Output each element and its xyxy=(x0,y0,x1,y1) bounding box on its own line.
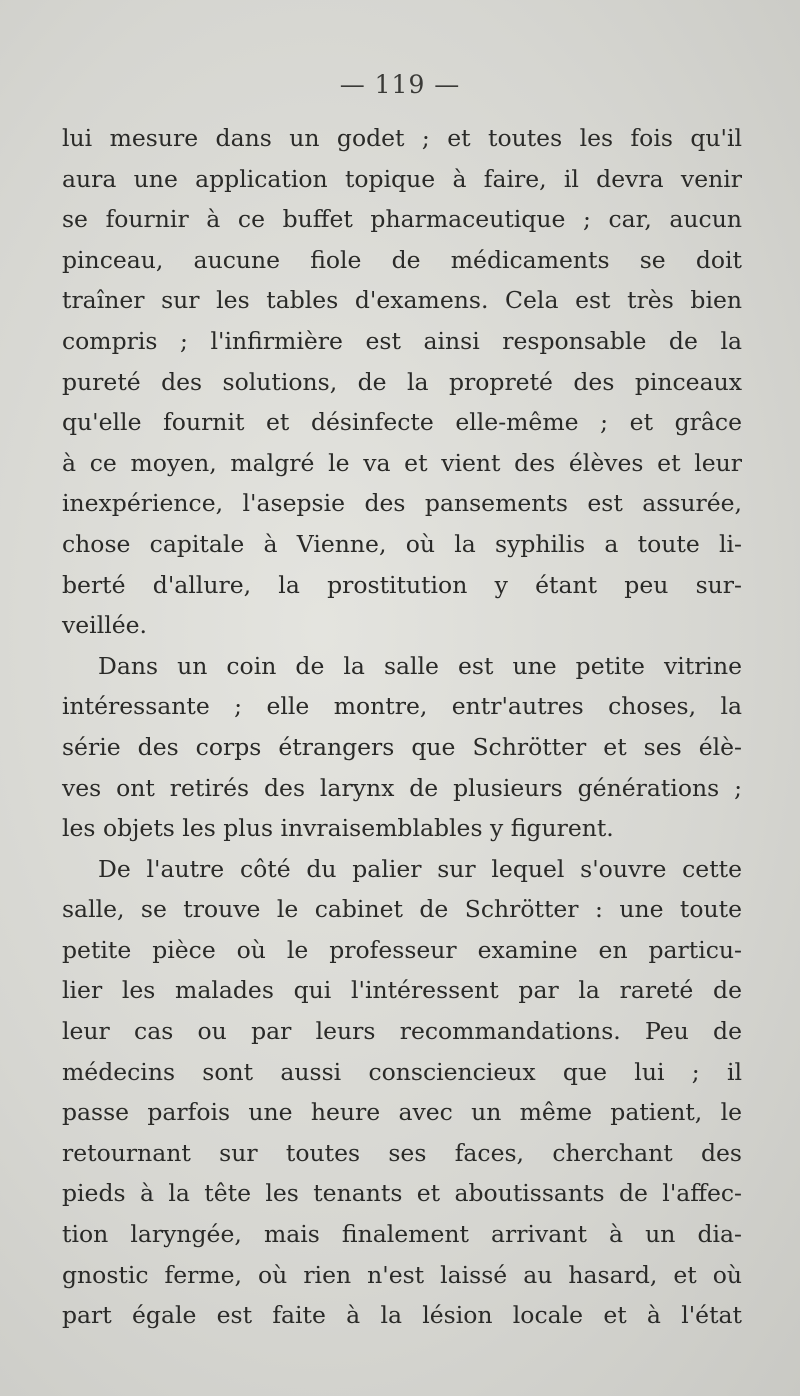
text-line: série des corps étrangers que Schrötter et ses élè- xyxy=(62,732,742,761)
text-line: compris ; l'infirmière est ainsi responsable de la xyxy=(62,326,742,355)
text-line: berté d'allure, la prostitution y étant peu sur- xyxy=(62,570,742,599)
text-line: tion laryngée, mais finalement arrivant à un dia- xyxy=(62,1220,742,1249)
text-line: salle, se trouve le cabinet de Schrötter : une toute xyxy=(62,895,742,924)
text-line: passe parfois une heure avec un même patient, le xyxy=(62,1098,742,1127)
text-line: qu'elle fournit et désinfecte elle-même ; et grâce xyxy=(62,408,742,437)
text-line: traîner sur les tables d'examens. Cela est très bien xyxy=(62,286,742,315)
text-line: retournant sur toutes ses faces, cherchant des xyxy=(62,1138,742,1167)
text-line: petite pièce où le professeur examine en particu- xyxy=(62,935,742,964)
text-line: Dans un coin de la salle est une petite vitrine xyxy=(98,651,742,680)
text-line: leur cas ou par leurs recommandations. Peu de xyxy=(62,1017,742,1046)
text-line: lui mesure dans un godet ; et toutes les fois qu'il xyxy=(62,124,742,152)
text-line: aura une application topique à faire, il devra venir xyxy=(62,164,742,193)
text-line: pinceau, aucune fiole de médicaments se doit xyxy=(62,245,742,274)
text-line: à ce moyen, malgré le va et vient des élèves et leur xyxy=(62,448,742,477)
text-line: lier les malades qui l'intéressent par la rareté de xyxy=(62,976,742,1005)
text-line: se fournir à ce buffet pharmaceutique ; car, aucun xyxy=(62,205,742,234)
text-line: De l'autre côté du palier sur lequel s'ouvre cette xyxy=(98,854,742,883)
text-line: pureté des solutions, de la propreté des pinceaux xyxy=(62,367,742,396)
text-line: chose capitale à Vienne, où la syphilis a toute li- xyxy=(62,529,742,558)
text-line: part égale est faite à la lésion locale et à l'état xyxy=(62,1301,742,1330)
text-line: inexpérience, l'asepsie des pansements est assurée, xyxy=(62,489,742,518)
text-line: pieds à la tête les tenants et aboutissants de l'affec- xyxy=(62,1179,742,1208)
page-number: — 119 — xyxy=(339,70,461,99)
text-line: intéressante ; elle montre, entr'autres choses, la xyxy=(62,692,742,721)
text-line: médecins sont aussi consciencieux que lui ; il xyxy=(62,1057,742,1086)
body-text xyxy=(62,118,742,1336)
text-line: les objets les plus invraisemblables y figurent. xyxy=(62,814,614,843)
text-line: veillée. xyxy=(62,611,148,640)
text-line: ves ont retirés des larynx de plusieurs générations ; xyxy=(62,773,742,802)
text-line: gnostic ferme, où rien n'est laissé au hasard, et où xyxy=(62,1260,742,1289)
